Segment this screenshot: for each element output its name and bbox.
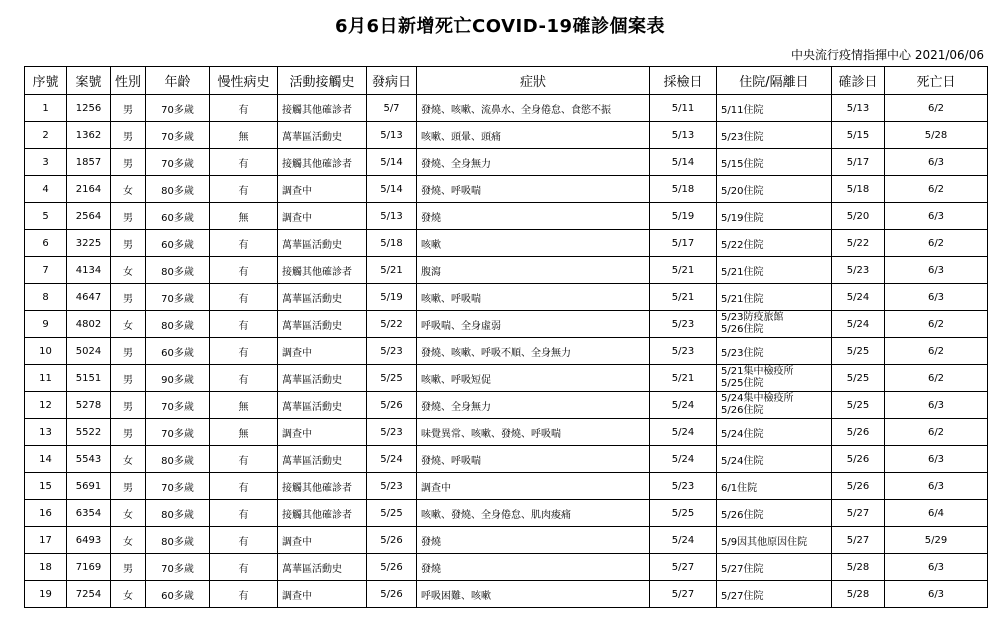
table-cell: 有 [210, 149, 278, 176]
table-cell: 有 [210, 527, 278, 554]
table-cell: 5/15住院 [717, 149, 832, 176]
table-cell: 咳嗽、發燒、全身倦怠、肌肉痠痛 [417, 500, 650, 527]
table-cell: 5/13 [650, 122, 717, 149]
table-cell: 4802 [67, 311, 111, 338]
table-cell: 1256 [67, 95, 111, 122]
table-cell: 5/19住院 [717, 203, 832, 230]
table-cell: 11 [25, 365, 67, 392]
table-cell: 5/26 [832, 473, 885, 500]
table-cell: 6/3 [885, 392, 988, 419]
table-cell: 調查中 [278, 527, 367, 554]
table-cell: 5/13 [367, 203, 417, 230]
table-cell: 發燒、呼吸喘 [417, 176, 650, 203]
table-cell: 5/26 [367, 527, 417, 554]
table-cell: 接觸其他確診者 [278, 473, 367, 500]
table-cell: 16 [25, 500, 67, 527]
table-cell: 6/3 [885, 473, 988, 500]
table-cell: 5/23 [832, 257, 885, 284]
table-cell: 6/2 [885, 419, 988, 446]
table-cell: 1857 [67, 149, 111, 176]
table-cell: 60多歲 [146, 203, 210, 230]
table-cell: 6/3 [885, 257, 988, 284]
table-cell: 5/22住院 [717, 230, 832, 257]
column-header: 採檢日 [650, 67, 717, 95]
table-cell: 發燒、咳嗽、呼吸不順、全身無力 [417, 338, 650, 365]
table-cell: 5/24 [650, 446, 717, 473]
table-cell: 6/2 [885, 311, 988, 338]
table-cell: 調查中 [278, 581, 367, 608]
table-cell: 5/23 [367, 473, 417, 500]
table-cell: 5/24 [832, 284, 885, 311]
table-cell: 5/21 [650, 365, 717, 392]
table-cell: 6/2 [885, 176, 988, 203]
table-row [25, 203, 988, 230]
table-cell: 60多歲 [146, 581, 210, 608]
table-cell: 80多歲 [146, 176, 210, 203]
table-cell: 5/24住院 [717, 419, 832, 446]
table-cell: 有 [210, 500, 278, 527]
table-cell: 無 [210, 122, 278, 149]
table-cell: 男 [111, 338, 146, 365]
table-cell: 5/14 [650, 149, 717, 176]
table-cell: 6/3 [885, 149, 988, 176]
table-cell: 有 [210, 338, 278, 365]
page-title: 6月6日新增死亡COVID-19確診個案表 [335, 16, 665, 37]
table-cell: 5/24 [650, 527, 717, 554]
table-cell: 5/21 [650, 257, 717, 284]
table-cell: 5/27 [832, 527, 885, 554]
table-cell: 5/25 [832, 338, 885, 365]
table-row [25, 95, 988, 122]
table-cell: 5/15 [832, 122, 885, 149]
table-cell: 有 [210, 176, 278, 203]
table-cell: 5/24 [650, 419, 717, 446]
table-cell: 調查中 [278, 338, 367, 365]
table-cell: 有 [210, 473, 278, 500]
table-cell: 5/9因其他原因住院 [717, 527, 832, 554]
table-cell: 5/18 [650, 176, 717, 203]
table-cell: 5/11 [650, 95, 717, 122]
table-cell: 80多歲 [146, 500, 210, 527]
table-cell: 13 [25, 419, 67, 446]
table-cell: 有 [210, 365, 278, 392]
table-cell: 發燒 [417, 527, 650, 554]
table-row [25, 392, 988, 419]
table-cell: 咳嗽、頭暈、頭痛 [417, 122, 650, 149]
table-cell: 10 [25, 338, 67, 365]
table-cell: 70多歲 [146, 284, 210, 311]
table-cell: 9 [25, 311, 67, 338]
table-cell: 5/14 [367, 149, 417, 176]
table-cell: 5/22 [367, 311, 417, 338]
table-cell: 17 [25, 527, 67, 554]
table-cell: 5/14 [367, 176, 417, 203]
table-row [25, 419, 988, 446]
table-cell: 70多歲 [146, 149, 210, 176]
column-header: 案號 [67, 67, 111, 95]
column-header: 症狀 [417, 67, 650, 95]
table-cell: 1362 [67, 122, 111, 149]
table-cell: 7 [25, 257, 67, 284]
table-cell: 5/25 [367, 500, 417, 527]
table-cell: 味覺異常、咳嗽、發燒、呼吸喘 [417, 419, 650, 446]
table-cell: 5/27 [832, 500, 885, 527]
table-cell: 發燒、咳嗽、流鼻水、全身倦怠、食慾不振 [417, 95, 650, 122]
table-cell: 4 [25, 176, 67, 203]
table-cell: 5/21住院 [717, 284, 832, 311]
table-cell: 6/3 [885, 554, 988, 581]
column-header: 發病日 [367, 67, 417, 95]
table-cell: 5/25 [367, 365, 417, 392]
table-cell: 萬華區活動史 [278, 554, 367, 581]
table-cell: 有 [210, 311, 278, 338]
table-cell: 咳嗽、呼吸短促 [417, 365, 650, 392]
case-table [24, 66, 988, 608]
table-cell: 70多歲 [146, 392, 210, 419]
table-cell: 調查中 [278, 419, 367, 446]
table-cell: 5/21住院 [717, 257, 832, 284]
table-cell: 5522 [67, 419, 111, 446]
table-cell: 6/3 [885, 581, 988, 608]
table-cell: 男 [111, 95, 146, 122]
table-cell: 70多歲 [146, 419, 210, 446]
table-cell: 萬華區活動史 [278, 122, 367, 149]
table-cell: 女 [111, 257, 146, 284]
table-cell: 女 [111, 446, 146, 473]
table-cell: 5543 [67, 446, 111, 473]
table-cell: 5/7 [367, 95, 417, 122]
table-cell: 接觸其他確診者 [278, 149, 367, 176]
table-row [25, 257, 988, 284]
table-cell: 有 [210, 230, 278, 257]
table-cell: 80多歲 [146, 446, 210, 473]
column-header: 住院/隔離日 [717, 67, 832, 95]
table-cell: 5/26 [832, 446, 885, 473]
table-cell: 5/22 [832, 230, 885, 257]
table-cell: 3225 [67, 230, 111, 257]
table-cell: 發燒、全身無力 [417, 149, 650, 176]
table-row [25, 554, 988, 581]
table-cell: 萬華區活動史 [278, 230, 367, 257]
table-cell: 男 [111, 149, 146, 176]
table-row [25, 284, 988, 311]
table-cell: 70多歲 [146, 95, 210, 122]
table-cell: 4647 [67, 284, 111, 311]
table-cell: 男 [111, 473, 146, 500]
table-cell: 5024 [67, 338, 111, 365]
table-cell: 7169 [67, 554, 111, 581]
table-cell: 5/20住院 [717, 176, 832, 203]
table-row [25, 581, 988, 608]
table-cell: 呼吸困難、咳嗽 [417, 581, 650, 608]
table-cell: 萬華區活動史 [278, 311, 367, 338]
table-cell: 5/23住院 [717, 338, 832, 365]
table-cell: 接觸其他確診者 [278, 95, 367, 122]
table-cell: 19 [25, 581, 67, 608]
table-cell: 男 [111, 203, 146, 230]
table-cell: 男 [111, 554, 146, 581]
table-cell: 調查中 [417, 473, 650, 500]
table-row [25, 473, 988, 500]
table-cell: 70多歲 [146, 122, 210, 149]
table-cell: 12 [25, 392, 67, 419]
table-cell: 萬華區活動史 [278, 284, 367, 311]
table-cell: 5/26住院 [717, 500, 832, 527]
table-cell: 5/26 [832, 419, 885, 446]
table-cell: 5691 [67, 473, 111, 500]
table-cell: 女 [111, 527, 146, 554]
table-cell: 6/3 [885, 446, 988, 473]
table-cell: 有 [210, 95, 278, 122]
table-cell: 5/18 [832, 176, 885, 203]
table-cell: 5/25 [650, 500, 717, 527]
table-cell: 5/23 [367, 419, 417, 446]
table-header [25, 67, 988, 95]
table-row [25, 176, 988, 203]
table-cell: 15 [25, 473, 67, 500]
table-cell: 5/24 [367, 446, 417, 473]
table-cell: 90多歲 [146, 365, 210, 392]
table-cell: 8 [25, 284, 67, 311]
table-row [25, 122, 988, 149]
table-cell: 有 [210, 554, 278, 581]
table-row [25, 230, 988, 257]
table-cell: 5/24 [650, 392, 717, 419]
table-cell: 男 [111, 419, 146, 446]
table-cell: 5278 [67, 392, 111, 419]
table-cell: 咳嗽 [417, 230, 650, 257]
table-cell: 70多歲 [146, 473, 210, 500]
table-cell: 呼吸喘、全身虛弱 [417, 311, 650, 338]
table-cell: 1 [25, 95, 67, 122]
table-cell: 5/17 [832, 149, 885, 176]
table-cell: 5/23 [650, 338, 717, 365]
table-cell: 5/23 [650, 311, 717, 338]
table-cell: 女 [111, 311, 146, 338]
table-cell: 5/24集中檢疫所 5/26住院 [717, 392, 832, 419]
table-cell: 有 [210, 446, 278, 473]
table-cell: 5/27 [650, 581, 717, 608]
table-cell: 6/2 [885, 365, 988, 392]
column-header: 年齡 [146, 67, 210, 95]
table-cell: 腹瀉 [417, 257, 650, 284]
table-cell: 2 [25, 122, 67, 149]
table-cell: 萬華區活動史 [278, 365, 367, 392]
source-date-label: 中央流行疫情指揮中心 2021/06/06 [791, 48, 984, 62]
table-cell: 5/21集中檢疫所 5/25住院 [717, 365, 832, 392]
table-cell: 5/26 [367, 392, 417, 419]
table-cell: 調查中 [278, 176, 367, 203]
table-cell: 接觸其他確診者 [278, 257, 367, 284]
table-cell: 5/21 [650, 284, 717, 311]
table-cell: 60多歲 [146, 230, 210, 257]
table-cell: 2164 [67, 176, 111, 203]
column-header: 慢性病史 [210, 67, 278, 95]
table-cell: 6/3 [885, 284, 988, 311]
table-cell: 無 [210, 203, 278, 230]
table-cell: 女 [111, 581, 146, 608]
table-cell: 女 [111, 500, 146, 527]
table-cell: 男 [111, 365, 146, 392]
table-cell: 6354 [67, 500, 111, 527]
table-cell: 5/24 [832, 311, 885, 338]
table-row [25, 149, 988, 176]
table-cell: 80多歲 [146, 311, 210, 338]
table-row [25, 338, 988, 365]
table-cell: 5/28 [885, 122, 988, 149]
table-cell: 6/2 [885, 338, 988, 365]
table-cell: 男 [111, 230, 146, 257]
table-cell: 萬華區活動史 [278, 446, 367, 473]
table-cell: 6/4 [885, 500, 988, 527]
column-header: 死亡日 [885, 67, 988, 95]
table-cell: 5/27住院 [717, 554, 832, 581]
table-cell: 5/19 [650, 203, 717, 230]
table-row [25, 311, 988, 338]
table-cell: 60多歲 [146, 338, 210, 365]
table-cell: 6493 [67, 527, 111, 554]
column-header: 性別 [111, 67, 146, 95]
table-cell: 5151 [67, 365, 111, 392]
table-cell: 6/1住院 [717, 473, 832, 500]
table-cell: 2564 [67, 203, 111, 230]
table-row [25, 365, 988, 392]
table-cell: 6/2 [885, 230, 988, 257]
column-header: 活動接觸史 [278, 67, 367, 95]
table-row [25, 500, 988, 527]
table-row [25, 527, 988, 554]
table-cell: 無 [210, 419, 278, 446]
table-cell: 5/11住院 [717, 95, 832, 122]
table-cell: 5/13 [832, 95, 885, 122]
table-cell: 5/20 [832, 203, 885, 230]
table-cell: 80多歲 [146, 527, 210, 554]
table-cell: 5/18 [367, 230, 417, 257]
table-cell: 5/26 [367, 554, 417, 581]
table-cell: 調查中 [278, 203, 367, 230]
table-row [25, 446, 988, 473]
table-cell: 5/13 [367, 122, 417, 149]
table-cell: 男 [111, 122, 146, 149]
table-cell: 5/28 [832, 554, 885, 581]
table-cell: 5/28 [832, 581, 885, 608]
table-cell: 80多歲 [146, 257, 210, 284]
table-cell: 發燒 [417, 203, 650, 230]
table-cell: 70多歲 [146, 554, 210, 581]
table-cell: 有 [210, 257, 278, 284]
table-cell: 5/27住院 [717, 581, 832, 608]
table-cell: 5/23 [650, 473, 717, 500]
table-cell: 5/29 [885, 527, 988, 554]
table-cell: 5/23防疫旅館 5/26住院 [717, 311, 832, 338]
table-cell: 5/23 [367, 338, 417, 365]
table-cell: 女 [111, 176, 146, 203]
table-cell: 5/27 [650, 554, 717, 581]
table-cell: 5 [25, 203, 67, 230]
table-body [25, 95, 988, 608]
table-cell: 4134 [67, 257, 111, 284]
table-cell: 男 [111, 284, 146, 311]
table-cell: 6/3 [885, 203, 988, 230]
table-cell: 接觸其他確診者 [278, 500, 367, 527]
table-cell: 男 [111, 392, 146, 419]
column-header: 序號 [25, 67, 67, 95]
table-cell: 發燒、呼吸喘 [417, 446, 650, 473]
table-cell: 7254 [67, 581, 111, 608]
table-cell: 無 [210, 392, 278, 419]
table-cell: 萬華區活動史 [278, 392, 367, 419]
table-cell: 18 [25, 554, 67, 581]
table-cell: 發燒、全身無力 [417, 392, 650, 419]
table-cell: 5/25 [832, 365, 885, 392]
column-header: 確診日 [832, 67, 885, 95]
table-cell: 有 [210, 581, 278, 608]
table-cell: 14 [25, 446, 67, 473]
table-cell: 有 [210, 284, 278, 311]
table-cell: 發燒 [417, 554, 650, 581]
table-cell: 5/25 [832, 392, 885, 419]
header-row [25, 67, 988, 95]
table-cell: 6 [25, 230, 67, 257]
table-cell: 5/24住院 [717, 446, 832, 473]
table-cell: 咳嗽、呼吸喘 [417, 284, 650, 311]
table-cell: 3 [25, 149, 67, 176]
table-cell: 6/2 [885, 95, 988, 122]
table-cell: 5/23住院 [717, 122, 832, 149]
table-cell: 5/19 [367, 284, 417, 311]
table-cell: 5/17 [650, 230, 717, 257]
table-cell: 5/21 [367, 257, 417, 284]
table-cell: 5/26 [367, 581, 417, 608]
